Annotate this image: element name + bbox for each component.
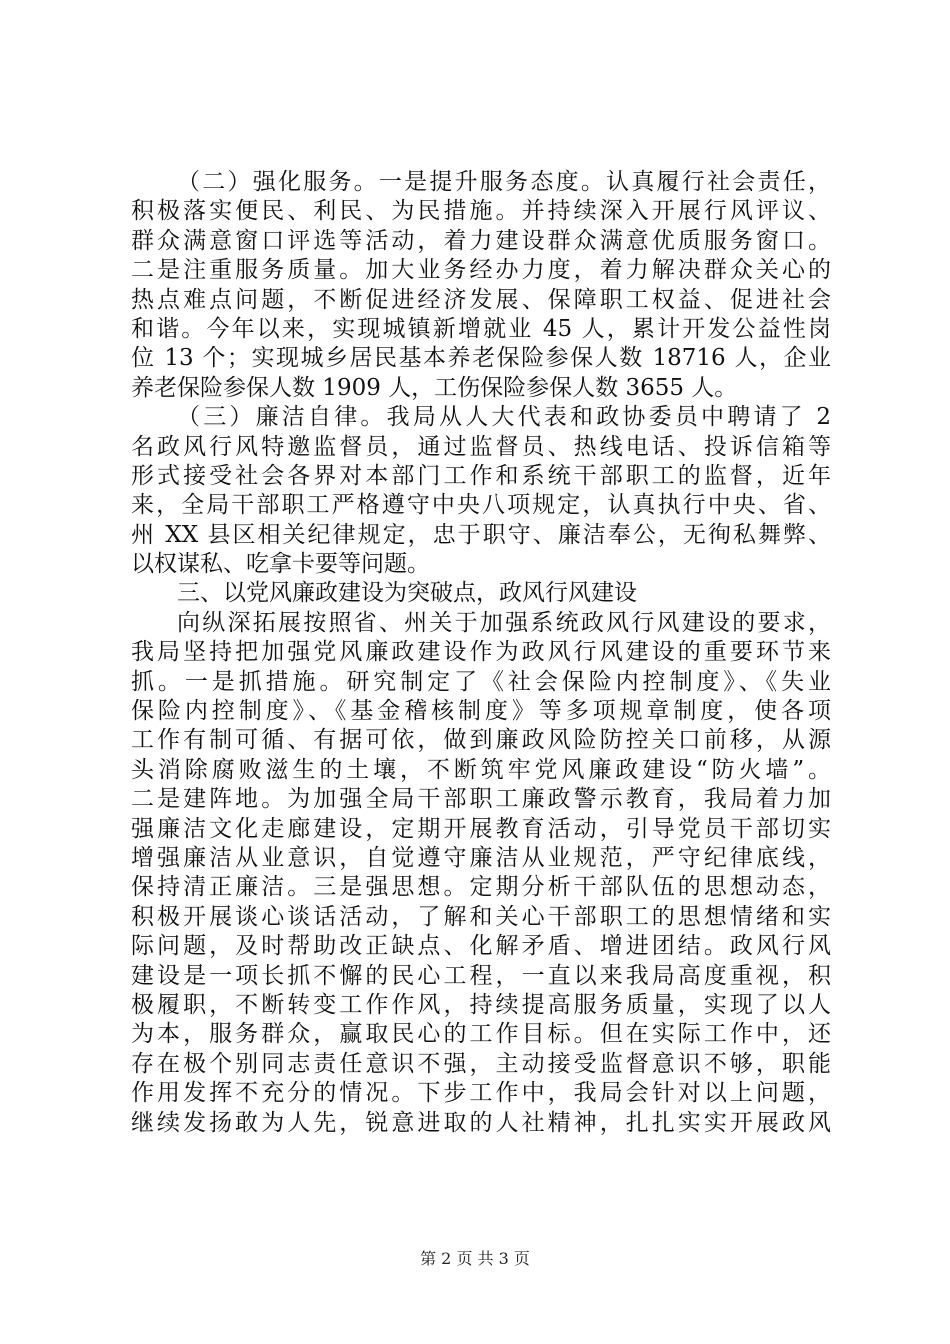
text-line: 养老保险参保人数 1909 人，工伤保险参保人数 3655 人。 [131, 374, 738, 401]
text-line: 热点难点问题，不断促进经济发展、保障职工权益、促进社会 [131, 286, 831, 313]
text-line: 积极开展谈心谈话活动，了解和关心干部职工的思想情绪和实 [131, 903, 831, 930]
text-line: 三、以党风廉政建设为突破点，政风行风建设 [177, 580, 637, 607]
text-line: 增强廉洁从业意识，自觉遵守廉洁从业规范，严守纪律底线， [131, 844, 831, 871]
text-line: 向纵深拓展按照省、州关于加强系统政风行风建设的要求， [177, 609, 831, 636]
text-line: 群众满意窗口评选等活动，着力建设群众满意优质服务窗口。 [131, 227, 831, 254]
text-line: 保险内控制度》、《基金稽核制度》等多项规章制度，使各项 [131, 698, 831, 725]
text-line: 强廉洁文化走廊建设，定期开展教育活动，引导党员干部切实 [131, 815, 831, 842]
text-line: 形式接受社会各界对本部门工作和系统干部职工的监督，近年 [131, 462, 831, 489]
text-line: 以权谋私、吃拿卡要等问题。 [131, 551, 430, 578]
text-line: 存在极个别同志责任意识不强，主动接受监督意识不够，职能 [131, 1050, 831, 1077]
text-line: 二是建阵地。为加强全局干部职工廉政警示教育，我局着力加 [131, 786, 831, 813]
document-body [131, 168, 831, 1138]
text-line: 和谐。今年以来，实现城镇新增就业 45 人，累计开发公益性岗 [131, 315, 831, 342]
text-line: 头消除腐败滋生的土壤，不断筑牢党风廉政建设“防火墙”。 [131, 756, 831, 783]
text-line: 保持清正廉洁。三是强思想。定期分析干部队伍的思想动态， [131, 874, 831, 901]
text-line: 继续发扬敢为人先，锐意进取的人社精神，扎扎实实开展政风 [131, 1109, 831, 1136]
text-line: 二是注重服务质量。加大业务经办力度，着力解决群众关心的 [131, 257, 831, 284]
text-line: 我局坚持把加强党风廉政建设作为政风行风建设的重要环节来 [131, 639, 831, 666]
text-line: （二）强化服务。一是提升服务态度。认真履行社会责任， [177, 169, 831, 195]
text-line: 州 XX 县区相关纪律规定，忠于职守、廉洁奉公，无徇私舞弊、 [131, 521, 831, 548]
text-line: 建设是一项长抓不懈的民心工程，一直以来我局高度重视，积 [131, 962, 831, 989]
text-line: 积极落实便民、利民、为民措施。并持续深入开展行风评议、 [131, 198, 831, 225]
text-line: 极履职，不断转变工作作风，持续提高服务质量，实现了以人 [131, 991, 831, 1018]
text-line: 位 13 个；实现城乡居民基本养老保险参保人数 18716 人，企业 [131, 345, 831, 372]
text-line: 作用发挥不充分的情况。下步工作中，我局会针对以上问题， [131, 1080, 831, 1107]
text-line: 抓。一是抓措施。研究制定了《社会保险内控制度》、《失业 [131, 668, 831, 695]
text-line: 来，全局干部职工严格遵守中央八项规定，认真执行中央、省、 [131, 492, 831, 519]
text-line: （三）廉洁自律。我局从人大代表和政协委员中聘请了 2 [177, 404, 831, 431]
text-line: 为本，服务群众，赢取民心的工作目标。但在实际工作中，还 [131, 1021, 831, 1048]
text-line: 工作有制可循、有据可依，做到廉政风险防控关口前移，从源 [131, 727, 831, 754]
text-line: 名政风行风特邀监督员，通过监督员、热线电话、投诉信箱等 [131, 433, 831, 460]
page-footer: 第 2 页 共 3 页 [420, 1249, 530, 1268]
text-line: 际问题，及时帮助改正缺点、化解矛盾、增进团结。政风行风 [131, 933, 831, 960]
